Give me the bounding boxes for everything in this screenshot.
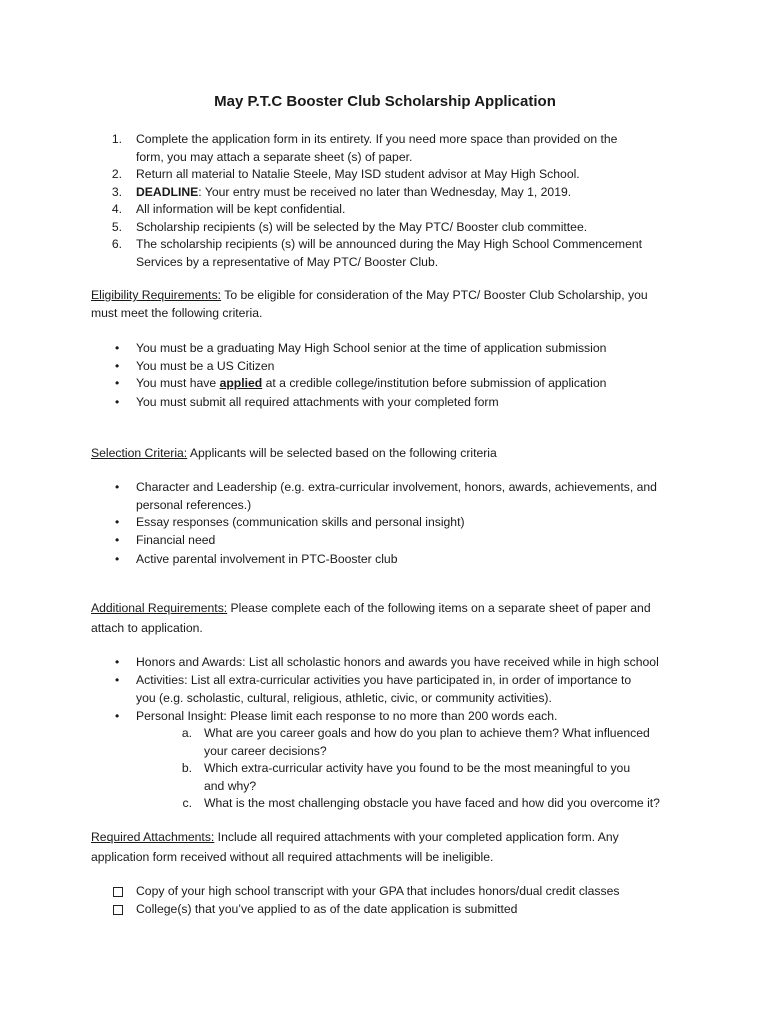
checklist-item: College(s) that you’ve applied to as of the date application is submitted [136, 902, 518, 916]
selection-intro [91, 445, 497, 463]
list-item-cont: personal references.) [136, 497, 252, 512]
intro-text: Include all required attachments with your completed application form. Any [214, 830, 619, 844]
list-item: Essay responses (communication skills and personal insight) [136, 515, 465, 529]
additional-intro [91, 600, 651, 618]
question-text: Which extra-curricular activity have you found to be the most meaningful to you [204, 761, 631, 775]
question-text-cont: your career decisions? [204, 743, 327, 758]
page-title: May P.T.C Booster Club Scholarship Application [214, 93, 556, 110]
bullet-icon: • [115, 376, 120, 390]
bullet-icon: • [115, 552, 120, 566]
bullet-icon: • [115, 395, 120, 409]
list-number: 4. [111, 202, 122, 216]
list-item [136, 375, 606, 393]
list-item: You must submit all required attachments with your completed form [136, 395, 499, 409]
intro-text: Applicants will be selected based on the following criteria [187, 446, 497, 460]
list-item: You must be a US Citizen [136, 358, 275, 373]
intro-text-cont: application form received without all required attachments will be ineligible. [91, 850, 494, 864]
list-number: 6. [111, 237, 122, 251]
intro-text: Please complete each of the following items on a separate sheet of paper and [227, 601, 651, 615]
list-item: You must be a graduating May High School senior at the time of application submission [136, 341, 607, 355]
list-item: Complete the application form in its entirety. If you need more space than provided on the [136, 132, 618, 146]
list-item-cont: Services by a representative of May PTC/ Booster Club. [136, 254, 439, 269]
question-letter: a. [181, 726, 192, 740]
item-text: at a credible college/institution before submission of application [262, 376, 607, 390]
intro-text-cont: attach to application. [91, 621, 203, 635]
intro-text: To be eligible for consideration of the May PTC/ Booster Club Scholarship, you [221, 288, 648, 302]
section-heading: Selection Criteria: [91, 446, 188, 460]
checklist-item: Copy of your high school transcript with your GPA that includes honors/dual credit classes [136, 884, 620, 898]
list-item-cont: you (e.g. scholastic, cultural, religious, athletic, civic, or community activities). [136, 690, 552, 705]
question-text: What are you career goals and how do you plan to achieve them? What influenced [204, 726, 650, 740]
bullet-icon: • [115, 358, 120, 373]
list-item: Active parental involvement in PTC-Booster club [136, 552, 398, 566]
section-heading: Additional Requirements: [91, 601, 228, 615]
intro-text-cont: must meet the following criteria. [91, 305, 263, 320]
bullet-icon: • [115, 533, 120, 547]
list-number: 1. [111, 132, 122, 146]
bullet-icon: • [115, 655, 120, 669]
list-item: Financial need [136, 533, 216, 547]
checkbox[interactable] [113, 887, 123, 897]
question-text: What is the most challenging obstacle you have faced and how did you overcome it? [204, 796, 660, 810]
list-item: Personal Insight: Please limit each response to no more than 200 words each. [136, 709, 558, 723]
eligibility-intro [91, 287, 648, 305]
list-item: Honors and Awards: List all scholastic honors and awards you have received while in high school [136, 655, 659, 669]
deadline-label: DEADLINE [136, 184, 199, 199]
list-item: Return all material to Natalie Steele, May ISD student advisor at May High School. [136, 167, 580, 181]
bullet-icon: • [115, 515, 120, 529]
bullet-icon: • [115, 709, 120, 723]
list-item-cont: form, you may attach a separate sheet (s) of paper. [136, 149, 413, 164]
bullet-icon: • [115, 341, 120, 355]
list-item: Character and Leadership (e.g. extra-curricular involvement, honors, awards, achievements, and [136, 480, 657, 494]
list-item: The scholarship recipients (s) will be announced during the May High School Commencement [136, 237, 643, 251]
checkbox[interactable] [113, 905, 123, 915]
list-number: 5. [111, 219, 122, 234]
bullet-icon: • [115, 673, 120, 687]
list-item: Activities: List all extra-curricular activities you have participated in, in order of importance to [136, 673, 632, 687]
list-item: Scholarship recipients (s) will be selected by the May PTC/ Booster club committee. [136, 219, 588, 234]
attachments-intro [91, 829, 619, 847]
list-item [136, 184, 571, 202]
item-text: You must have [136, 376, 220, 390]
applied-emphasis: applied [219, 376, 263, 390]
list-number: 2. [111, 167, 122, 181]
section-heading: Required Attachments: [91, 830, 215, 844]
bullet-icon: • [115, 480, 120, 494]
question-letter: c. [182, 796, 192, 810]
deadline-text: : Your entry must be received no later than Wednesday, May 1, 2019. [198, 184, 572, 199]
list-item: All information will be kept confidential. [136, 202, 346, 216]
question-letter: b. [181, 761, 192, 775]
list-number: 3. [111, 184, 122, 199]
section-heading: Eligibility Requirements: [91, 288, 222, 302]
question-text-cont: and why? [204, 778, 257, 793]
